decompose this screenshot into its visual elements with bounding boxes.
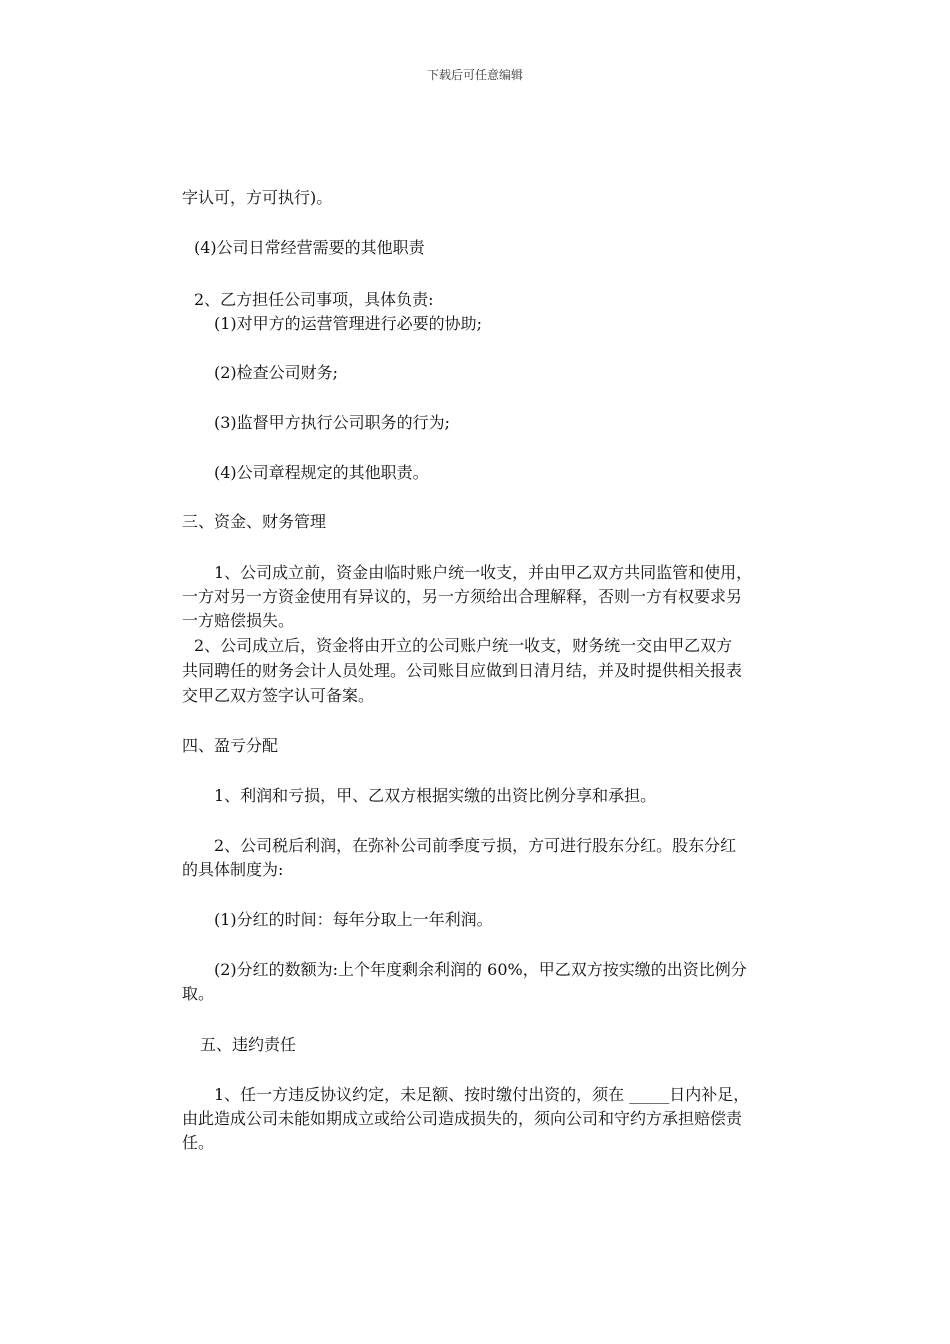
text-line: (2)检查公司财务; <box>214 363 339 382</box>
text-line: 的具体制度为: <box>182 860 284 879</box>
text-line: 2、乙方担任公司事项，具体负责: <box>194 290 434 309</box>
text-line: 字认可，方可执行)。 <box>182 188 333 207</box>
text-line: (1)分红的时间：每年分取上一年利润。 <box>214 910 493 929</box>
text-line: (4)公司章程规定的其他职责。 <box>214 463 429 482</box>
text-line: (1)对甲方的运营管理进行必要的协助; <box>214 314 483 333</box>
text-line: 交甲乙双方签字认可备案。 <box>182 686 375 705</box>
section-heading: 四、盈亏分配 <box>182 736 279 755</box>
text-line: (2)分红的数额为:上个年度剩余利润的 60%，甲乙双方按实缴的出资比例分 <box>214 960 747 979</box>
text-line: (4)公司日常经营需要的其他职责 <box>194 238 425 257</box>
text-line: 共同聘任的财务会计人员处理。公司账目应做到日清月结，并及时提供相关报表 <box>182 661 743 680</box>
text-line: 1、利润和亏损，甲、乙双方根据实缴的出资比例分享和承担。 <box>214 786 657 805</box>
text-line: (3)监督甲方执行公司职务的行为; <box>214 413 451 432</box>
text-line: 一方赔偿损失。 <box>182 611 295 630</box>
text-line: 2、公司成立后，资金将由开立的公司账户统一收支，财务统一交由甲乙双方 <box>194 636 733 655</box>
text-line: 由此造成公司未能如期成立或给公司造成损失的，须向公司和守约方承担赔偿责 <box>182 1109 743 1128</box>
text-line: 1、任一方违反协议约定，未足额、按时缴付出资的，须在 _____日内补足， <box>214 1085 750 1104</box>
text-line: 1、公司成立前，资金由临时账户统一收支，并由甲乙双方共同监管和使用， <box>214 563 753 582</box>
text-line: 取。 <box>182 984 215 1003</box>
section-heading: 三、资金、财务管理 <box>182 512 327 531</box>
text-line: 2、公司税后利润，在弥补公司前季度亏损，方可进行股东分红。股东分红 <box>214 836 737 855</box>
text-line: 一方对另一方资金使用有异议的，另一方须给出合理解释，否则一方有权要求另 <box>182 587 743 606</box>
page-header-note: 下载后可任意编辑 <box>426 68 523 82</box>
text-line: 任。 <box>182 1133 215 1152</box>
section-heading: 五、违约责任 <box>200 1035 297 1054</box>
